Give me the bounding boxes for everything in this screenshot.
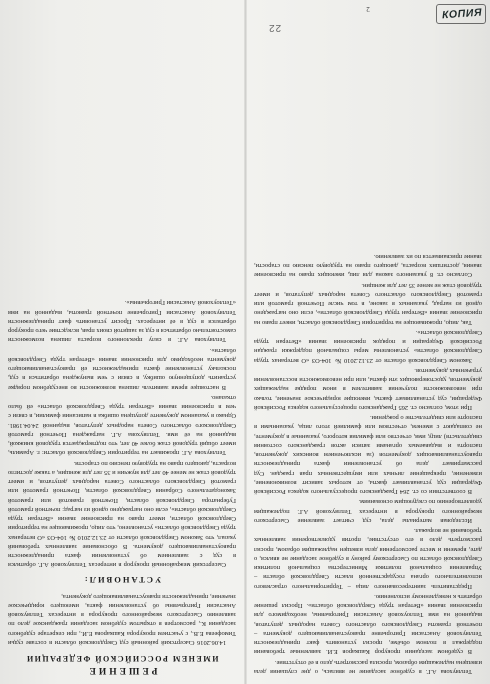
intro-paragraph: 14.06.2016 Сысертский районный суд Свердловской области в составе судьи Тимофеева Е.В., с участием прокурора Кашкарова Е.И., при секретаре судебного заседания К., рассмотрев в открытом судебном заседании гражданское дело по заявлению Сысертского межрайонного прокурора в интересах Тепляуховой Анастасии Григорьевны об установлении факта, имеющего юридическое значение, принадлежности правоустанавливающего документа, <box>8 592 236 646</box>
copy-stamp: КОПИЯ <box>441 6 483 22</box>
body-paragraph: Согласно ст. 8 указанного закона для лиц, имеющих право на присвоение звания, достигших возраста, дающего право на трудовую пенсию по старости, звание присваивается по их заявлению. <box>254 253 482 279</box>
body-paragraph: Законом Свердловской области от 23.12.2010 № 104-ОЗ «О ветеранах труда Свердловской области» установлены меры социальной поддержки граждан Российской Федерации и порядок присвоения звания «Ветеран труда Свердловской области». <box>254 329 482 364</box>
decision-page-two <box>248 0 488 684</box>
body-paragraph: Тепляухова А.Г. в силу преклонного возраста лишена возможности самостоятельно обратиться в суд за защитой своих прав, вследствие чего прокурор обратился в суд в её интересах. Просит установить факт принадлежности Тепляуховой Анастасии Григорьевне почетной грамоты, выданной на имя «Теплоуховой Анастасии Григорьевны». <box>8 299 236 344</box>
page-fold-shadow <box>244 0 247 684</box>
document-title: РЕШЕНИЕ <box>86 665 158 675</box>
body-paragraph: Сысертский межрайонный прокурор в интересах Тепляуховой А.Г. обратился в суд с заявлением об установлении факта принадлежности правоустанавливающего документа. В обоснование заявленных требований указал, что Законом Свердловской области от 23.12.2010 № 104-ОЗ «О ветеранах труда Свердловской области» установлено, что лицо, проживающее на территории Свердловской области, имеет право на присвоение звания «Ветеран труда Свердловской области», если оно награждено одной из наград: почетной грамотой Губернатора Свердловской области, Почетной грамотой или грамотой Законодательного Собрания Свердловской области, Почетной грамотой или грамотой Свердловского областного Совета народных депутатов, и имеет трудовой стаж не менее 40 лет для мужчин и 35 лет для женщин, а также достигло возраста, дающего право на трудовую пенсию по старости. <box>8 459 236 569</box>
body-paragraph: В соответствии со ст. 264 Гражданского процессуального кодекса Российской Федерации суд устанавливает факты, от которых зависит возникновение, изменение, прекращение личных или имущественных прав граждан. Суд рассматривает дела об установлении факта принадлежности правоустанавливающих документов (за исключением воинских документов, паспорта и выдаваемых органами записи актов гражданского состояния свидетельств) лицу, имя, отчество или фамилия которого, указанные в документе, не совпадают с именем, отчеством или фамилией этого лица, указанными в паспорте или свидетельстве о рождении. <box>254 414 482 496</box>
body-paragraph: Так, лицо, проживающее на территории Свердловской области, имеет право на присвоение звания «Ветеран труда Свердловской области», если оно награждено одной из наград, указанных в законе, в том числе Почетной грамотой или грамотой Свердловского областного Совета народных депутатов, и имеет трудовой стаж не менее 35 лет для женщин. <box>254 281 482 326</box>
body-paragraph: В настоящее время заявитель лишена возможности во внесудебном порядке устранить допущенную ошибку, в связи с чем вынуждена обратиться в суд, поскольку установление факта принадлежности ей правоустанавливающего документа необходимо для присвоения звания «Ветеран труда Свердловской области». <box>8 346 236 391</box>
handwritten-mark: 22 <box>268 22 282 33</box>
body-paragraph: Представитель заинтересованного лица – Территориального отраслевого исполнительного органа государственной власти Свердловской области – Управления социальной политики Министерства социальной политики Свердловской области по Сысертскому району в судебное заседание не явился, о дате, времени и месте рассмотрения дела извещен надлежащим образом, просил рассмотреть дело в его отсутствие, против удовлетворения заявленных требований не возражал. <box>254 527 482 590</box>
section-heading: УСТАНОВИЛ: <box>82 575 162 586</box>
body-paragraph: Тепляухова А.Г. проживает на территории Свердловской области: г. Арамиль, имеет общий трудовой стаж более 40 лет, что подтверждается трудовой книжкой, выданной на её имя. Тепляухова А.Г. награждена Почетной грамотой Свердловского областного Совета народных депутатов, выданной 24.04.1981. Однако в указанном документе допущена ошибка в написании фамилии, в связи с чем в присвоении звания «Ветеран труда Свердловской области» ей было отказано. <box>8 394 236 457</box>
decision-page-one <box>2 0 242 684</box>
body-paragraph: Тепляухова А.Г. в судебное заседание не явилась, о дне слушания дела извещена надлежащим образом, просила рассмотреть дело в её отсутствие. <box>254 658 482 675</box>
body-paragraph: При этом, согласно ст. 265 Гражданского процессуального кодекса Российской Федерации, суд устанавливает факты, имеющие юридическое значение, только при невозможности получения заявителем в ином порядке надлежащих документов, удостоверяющих эти факты, или при невозможности восстановления утраченных документов. <box>254 367 482 411</box>
body-paragraph: В судебном заседании прокурор Кашкаров Е.И. заявленные требования поддержал в полном объёме, просил установить факт принадлежности Тепляуховой Анастасии Григорьевне правоустанавливающего документа – почетной грамоты Свердловского областного Совета народных депутатов, выданной на имя Теплоуховой Анастасии Григорьевны, необходимого для присвоения звания «Ветеран труда Свердловской области». Просил решение обратить к немедленному исполнению. <box>254 593 482 656</box>
page-number: 2 <box>366 5 370 13</box>
document-subtitle: ИМЕНЕМ РОССИЙСКОЙ ФЕДЕРАЦИИ <box>25 654 219 663</box>
body-paragraph: Исследовав материалы дела, суд считает заявление Сысертского межрайонного прокурора в интересах Тепляуховой А.Г. подлежащим удовлетворению по следующим основаниям. <box>254 498 482 524</box>
